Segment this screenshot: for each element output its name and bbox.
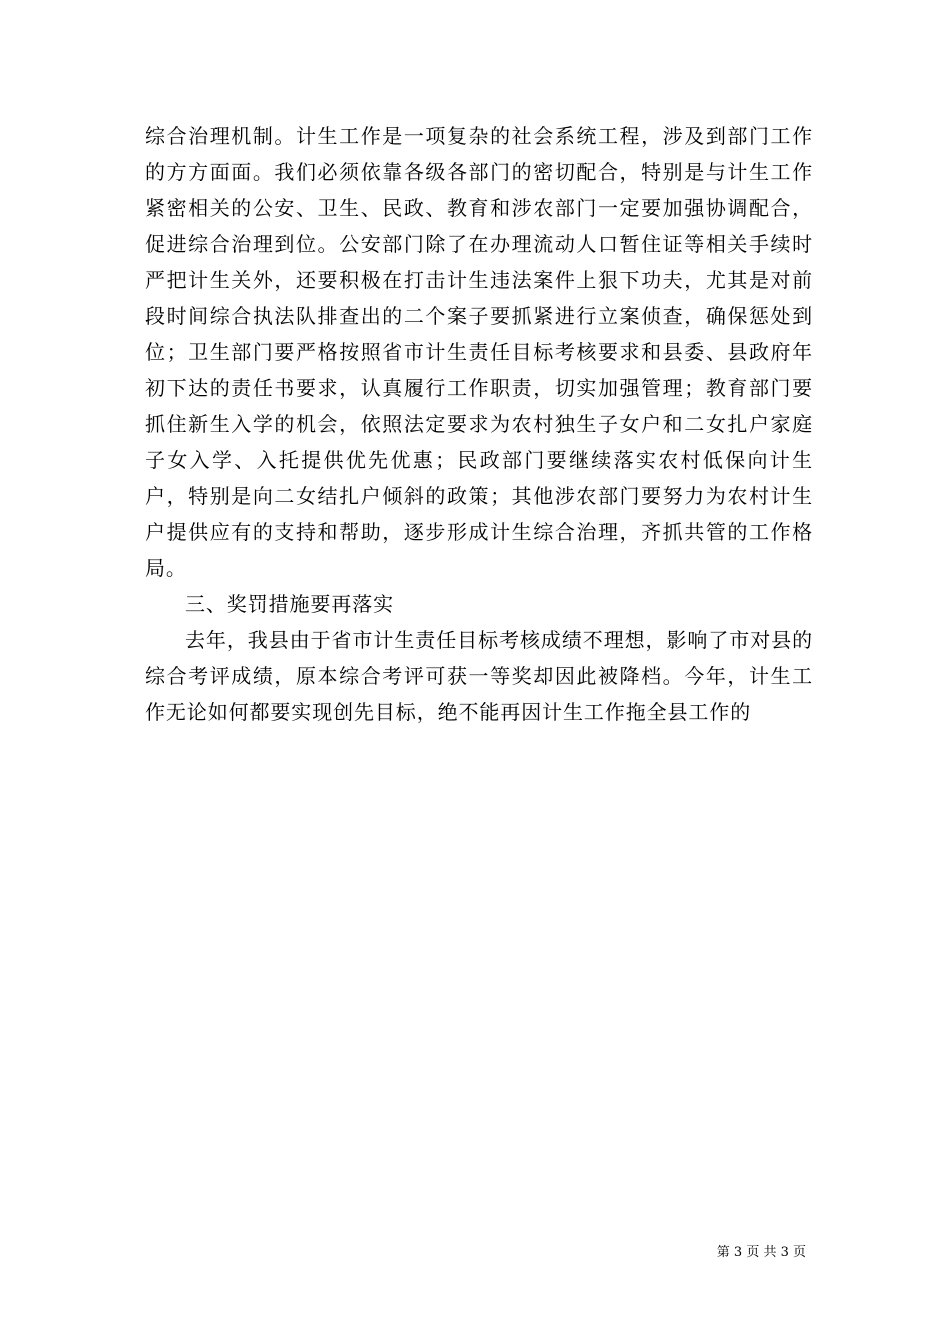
- body-paragraph: 综合治理机制。计生工作是一项复杂的社会系统工程，涉及到部门工作的方方面面。我们必须依靠各级各部门的密切配合，特别是与计生工作紧密相关的公安、卫生、民政、教育和涉农部门一定要加强协调配合，促进综合治理到位。公安部门除了在办理流动人口暂住证等相关手续时严把计生关外，还要积极在打击计生违法案件上狠下功夫，尤其是对前段时间综合执法队排查出的二个案子要抓紧进行立案侦查，确保惩处到位；卫生部门要严格按照省市计生责任目标考核要求和县委、县政府年初下达的责任书要求，认真履行工作职责，切实加强管理；教育部门要抓住新生入学的机会，依照法定要求为农村独生子女户和二女扎户家庭子女入学、入托提供优先优惠；民政部门要继续落实农村低保向计生户，特别是向二女结扎户倾斜的政策；其他涉农部门要努力为农村计生户提供应有的支持和帮助，逐步形成计生综合治理，齐抓共管的工作格局。: [145, 124, 813, 580]
- body-paragraph: 去年，我县由于省市计生责任目标考核成绩不理想，影响了市对县的综合考评成绩，原本综合考评可获一等奖却因此被降档。今年，计生工作无论如何都要实现创先目标，绝不能再因计生工作拖全县工作的: [145, 628, 813, 724]
- document-body: [145, 118, 813, 730]
- page-number: 第 3 页 共 3 页: [716, 1245, 806, 1260]
- section-heading: 三、奖罚措施要再落实: [185, 592, 394, 616]
